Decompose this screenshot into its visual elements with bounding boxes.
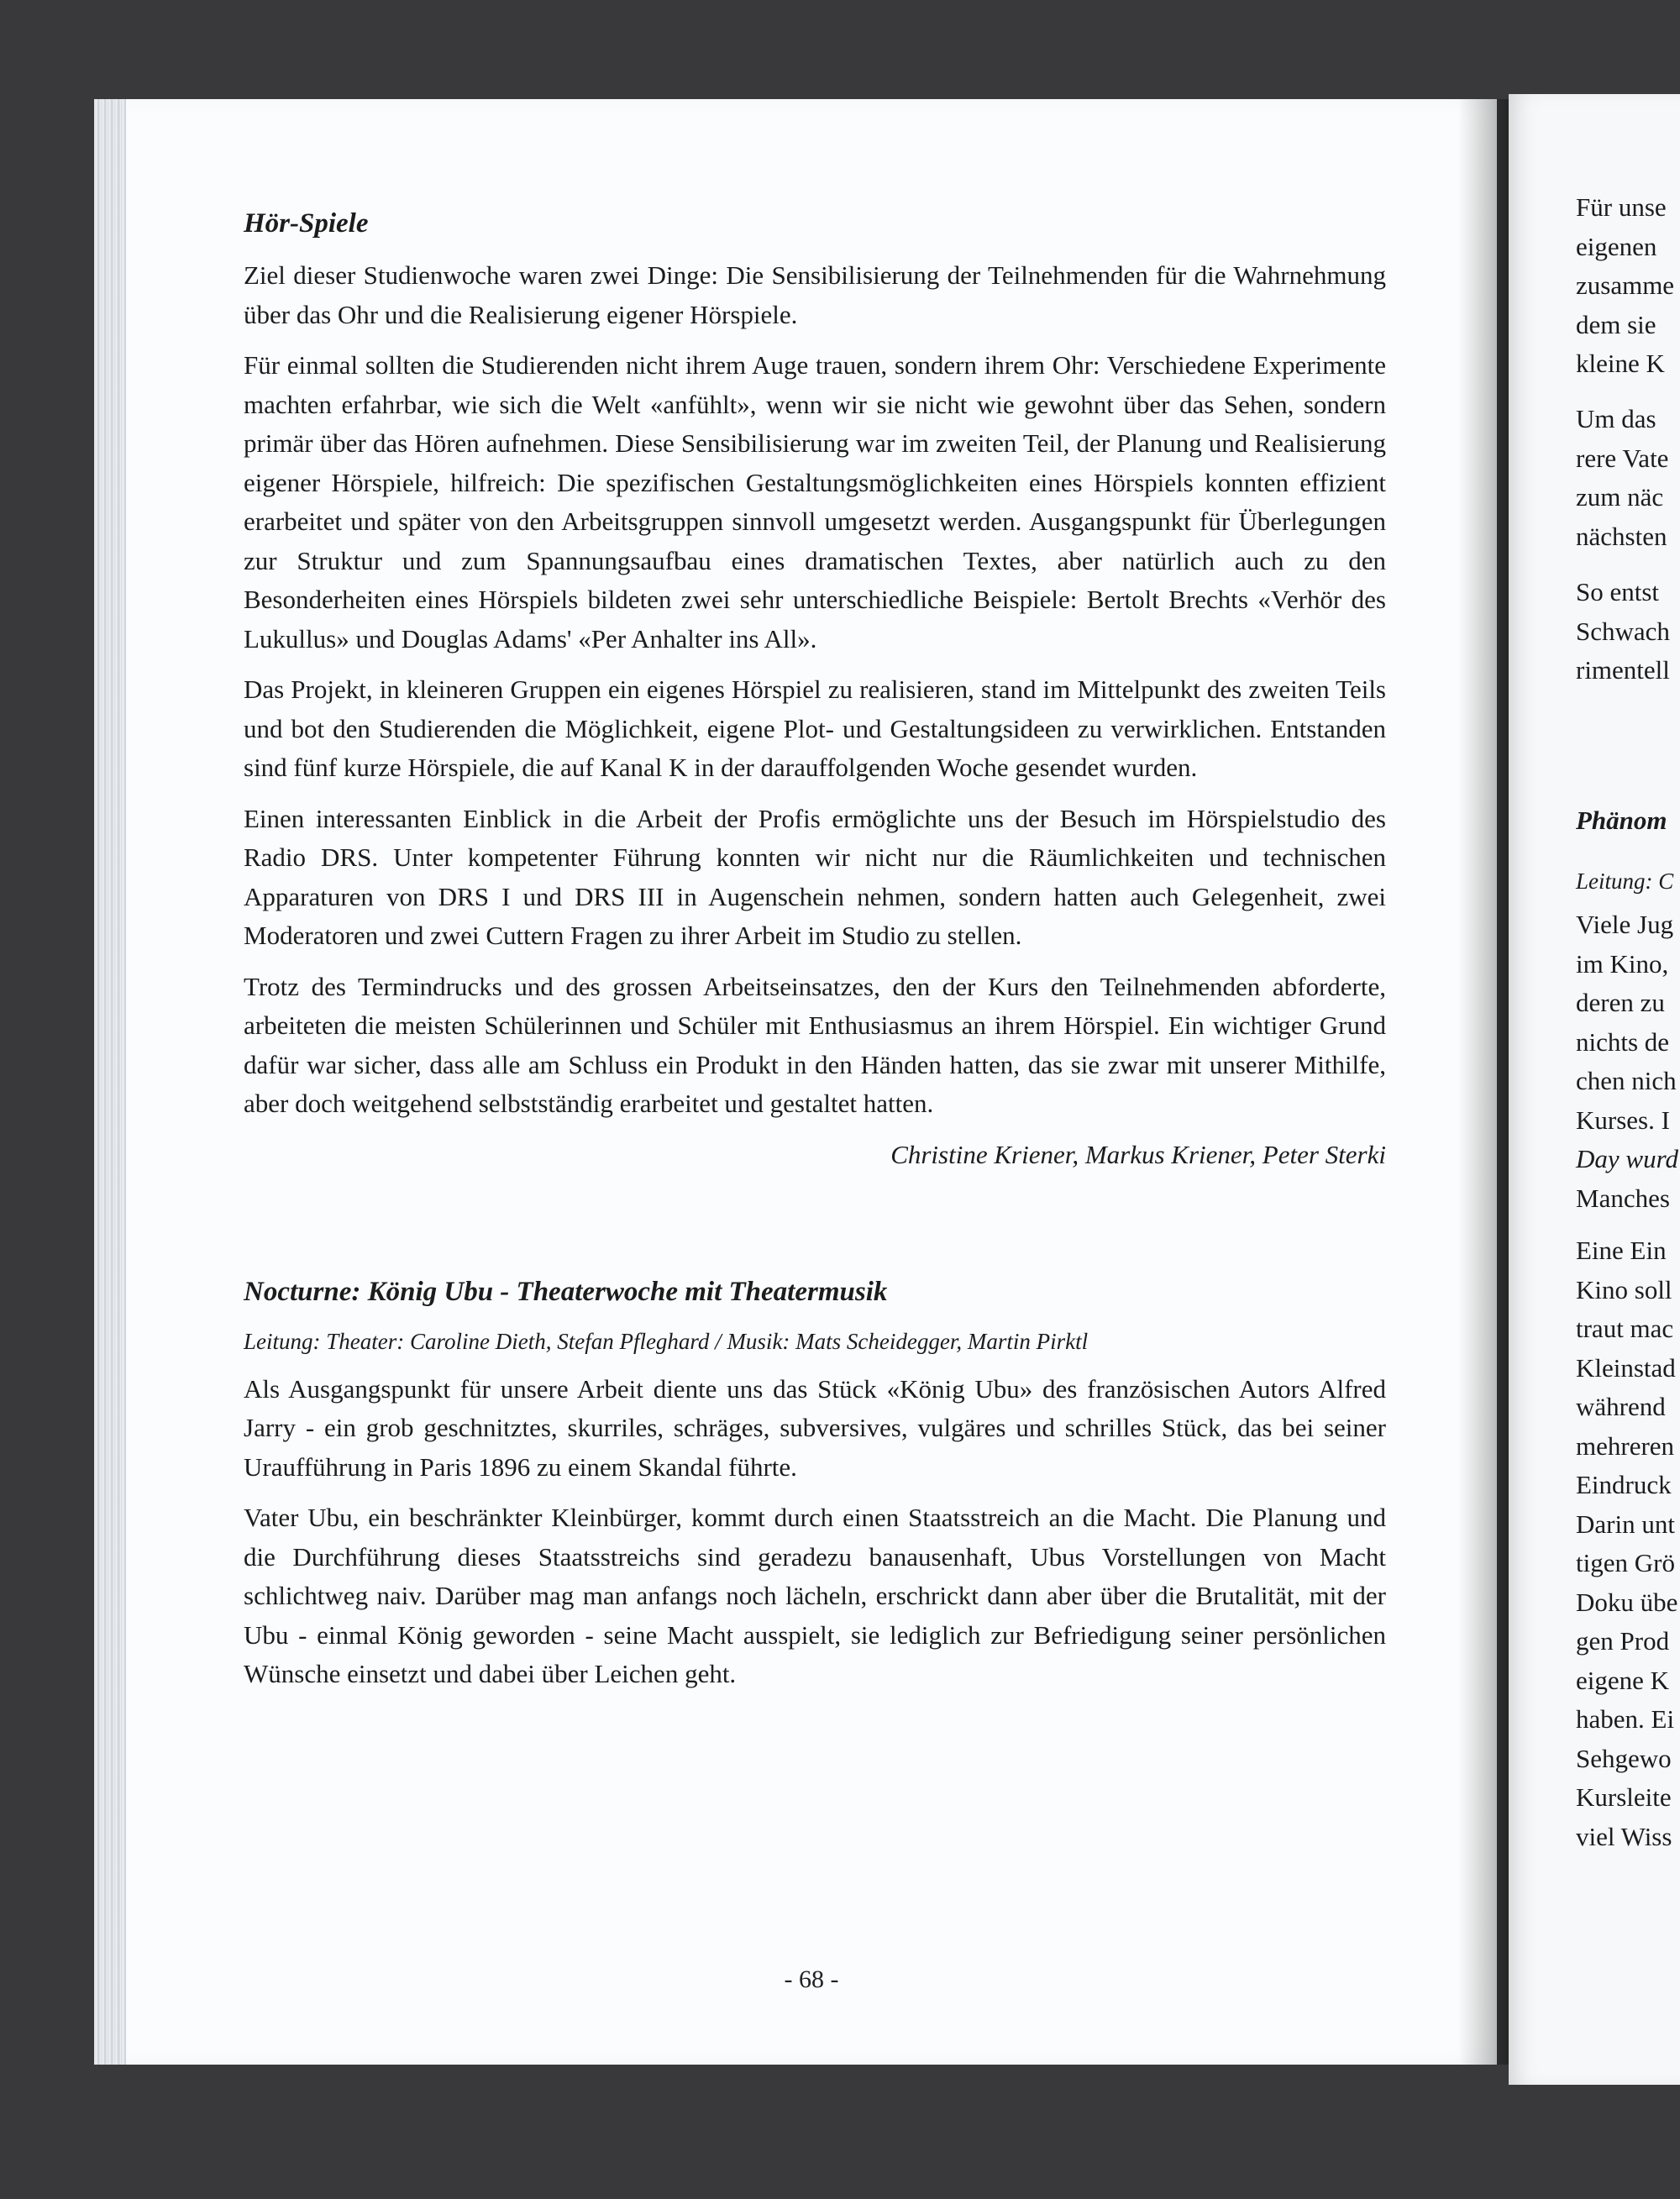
text-line: tigen Grö xyxy=(1576,1548,1675,1577)
paragraph: Das Projekt, in kleineren Gruppen ein eigenes Hörspiel zu realisieren, stand im Mittelpunkt des zweiten Teils und bot den Studierenden die Möglichkeit, eigene Plot- und Gestaltungsideen zu verwirklichen. Entstanden sind fünf kurze Hörspiele, die auf Kanal K in der darauffolgenden Woche gesendet wurden. xyxy=(244,674,1386,782)
text-line: während xyxy=(1576,1392,1666,1421)
text-line: rere Vate xyxy=(1576,443,1669,473)
text-line: eigene K xyxy=(1576,1665,1670,1695)
text-line: zusamme xyxy=(1576,270,1675,300)
text-line: Viele Jug xyxy=(1576,910,1674,939)
text-line: zum näc xyxy=(1576,482,1664,512)
right-block-1 xyxy=(1576,188,1674,384)
text-line: Darin unt xyxy=(1576,1509,1675,1539)
text-line: gen Prod xyxy=(1576,1626,1670,1656)
text-line: Schwach xyxy=(1576,616,1670,646)
right-block-4 xyxy=(1576,905,1678,1218)
text-line: im Kino, xyxy=(1576,948,1669,979)
page-number: - 68 - xyxy=(784,1965,839,1993)
paragraph: Für einmal sollten die Studierenden nicht ihrem Auge trauen, sondern ihrem Ohr: Verschiedene Experimente machten erfahrbar, wie sich die Welt «anfühlt», wenn wir sie nicht wie gewohnt über das Sehen, sondern primär über das Hören aufnehmen. Diese Sensibilisierung war im zweiten Teil, der Planung und Realisierung eigener Hörspiele, hilfreich: Die spezifischen Gestaltungsmöglichkeiten eines Hörspiels konnten effizient erarbeitet und später von den Arbeitsgruppen sinnvoll umgesetzt werden. Ausgangspunkt für Überlegungen zur Struktur und zum Spannungsaufbau eines dramatischen Textes, aber natürlich auch zu den Besonderheiten eines Hörspiels bildeten zwei sehr unterschiedliche Beispiele: Bertolt Brechts «Verhör des Lukullus» und Douglas Adams' «Per Anhalter ins All». xyxy=(244,350,1386,653)
text-line: nichts de xyxy=(1576,1026,1670,1057)
leitung-credits: Leitung: Theater: Caroline Dieth, Stefan Pfleghard / Musik: Mats Scheidegger, Martin Pirktl xyxy=(244,1328,1089,1354)
text-line: viel Wiss xyxy=(1576,1821,1672,1851)
text-line: mehreren xyxy=(1576,1430,1675,1461)
text-line: chen nich xyxy=(1576,1066,1677,1095)
text-line: traut mac xyxy=(1576,1314,1674,1343)
text-line: Um das xyxy=(1576,404,1656,433)
text-line: Doku übe xyxy=(1576,1587,1678,1617)
right-block-2 xyxy=(1576,400,1668,556)
text-line: deren zu xyxy=(1576,988,1665,1017)
left-page-content xyxy=(244,208,1386,1706)
text-line: Für unse xyxy=(1576,192,1667,222)
text-line: nächsten xyxy=(1576,521,1667,551)
paragraph: Vater Ubu, ein beschränkter Kleinbürger, kommt durch einen Staatsstreich an die Macht. Die Planung und die Durchführung dieses Staatsstreichs sind geradezu banausenhaft, Ubus Vorstellungen von Macht schlichtweg naiv. Darüber mag man anfangs noch lächeln, erschrickt dann aber über die Brutalität, mit der Ubu - einmal König geworden - seine Macht ausspielt, sie lediglich zur Befriedigung seiner persönlichen Wünsche einsetzt und dabei über Leichen geht. xyxy=(244,1503,1386,1688)
text-line: rimentell xyxy=(1576,655,1670,685)
text-line: Day wurd xyxy=(1576,1144,1678,1173)
right-heading: Phänom xyxy=(1576,806,1667,835)
text-line: So entst xyxy=(1576,577,1660,606)
text-line: Manches xyxy=(1576,1183,1670,1213)
text-line: Kursleite xyxy=(1576,1782,1672,1812)
text-line: Kino soll xyxy=(1576,1274,1672,1304)
text-line: eigenen xyxy=(1576,231,1657,261)
right-block-3 xyxy=(1576,573,1670,690)
section-heading-hoer-spiele: Hör-Spiele xyxy=(244,208,369,239)
text-line: haben. Ei xyxy=(1576,1704,1675,1734)
right-block-5 xyxy=(1576,1231,1677,1856)
text-line: Eindruck xyxy=(1576,1470,1672,1499)
right-page-fragment xyxy=(1509,94,1680,2085)
section-heading-nocturne: Nocturne: König Ubu - Theaterwoche mit Theatermusik xyxy=(244,1276,888,1307)
text-line: Kleinstad xyxy=(1576,1352,1676,1383)
paragraph: Einen interessanten Einblick in die Arbeit der Profis ermöglichte uns der Besuch im Hörspielstudio des Radio DRS. Unter kompetenter Führung konnten wir nicht nur die Räumlichkeiten und technischen Apparaturen von DRS I und DRS III in Augenschein nehmen, sondern hatten auch Gelegenheit, zwei Moderatoren und zwei Cuttern Fragen zu ihrer Arbeit im Studio zu stellen. xyxy=(244,803,1386,950)
text-line: Eine Ein xyxy=(1576,1236,1667,1265)
right-leitung: Leitung: C xyxy=(1576,869,1674,894)
text-line: dem sie xyxy=(1576,309,1656,339)
text-line: Sehgewo xyxy=(1576,1743,1672,1773)
paragraph: Als Ausgangspunkt für unsere Arbeit diente uns das Stück «König Ubu» des französischen Autors Alfred Jarry - ein grob geschnitztes, skurriles, schräges, subversives, vulgäres und schrilles Stück, das bei seiner Uraufführung in Paris 1896 zu einem Skandal führte. xyxy=(244,1373,1386,1482)
book-gutter xyxy=(1458,99,1509,2065)
text-line: kleine K xyxy=(1576,349,1665,378)
paragraph: Ziel dieser Studienwoche waren zwei Dinge: Die Sensibilisierung der Teilnehmenden für die Wahrnehmung über das Ohr und die Realisierung eigener Hörspiele. xyxy=(244,260,1386,329)
text-line: Kurses. I xyxy=(1576,1105,1670,1135)
author-byline: Christine Kriener, Markus Kriener, Peter Sterki xyxy=(890,1139,1386,1169)
paragraph: Trotz des Termindrucks und des grossen Arbeitseinsatzes, den der Kurs den Teilnehmenden abforderte, arbeiteten die meisten Schülerinnen und Schüler mit Enthusiasmus an ihrem Hörspiel. Ein wichtiger Grund dafür war sicher, dass alle am Schluss ein Produkt in den Händen hatten, das sie zwar mit unserer Mithilfe, aber doch weitgehend selbstständig erarbeitet und gestaltet hatten. xyxy=(244,971,1386,1118)
